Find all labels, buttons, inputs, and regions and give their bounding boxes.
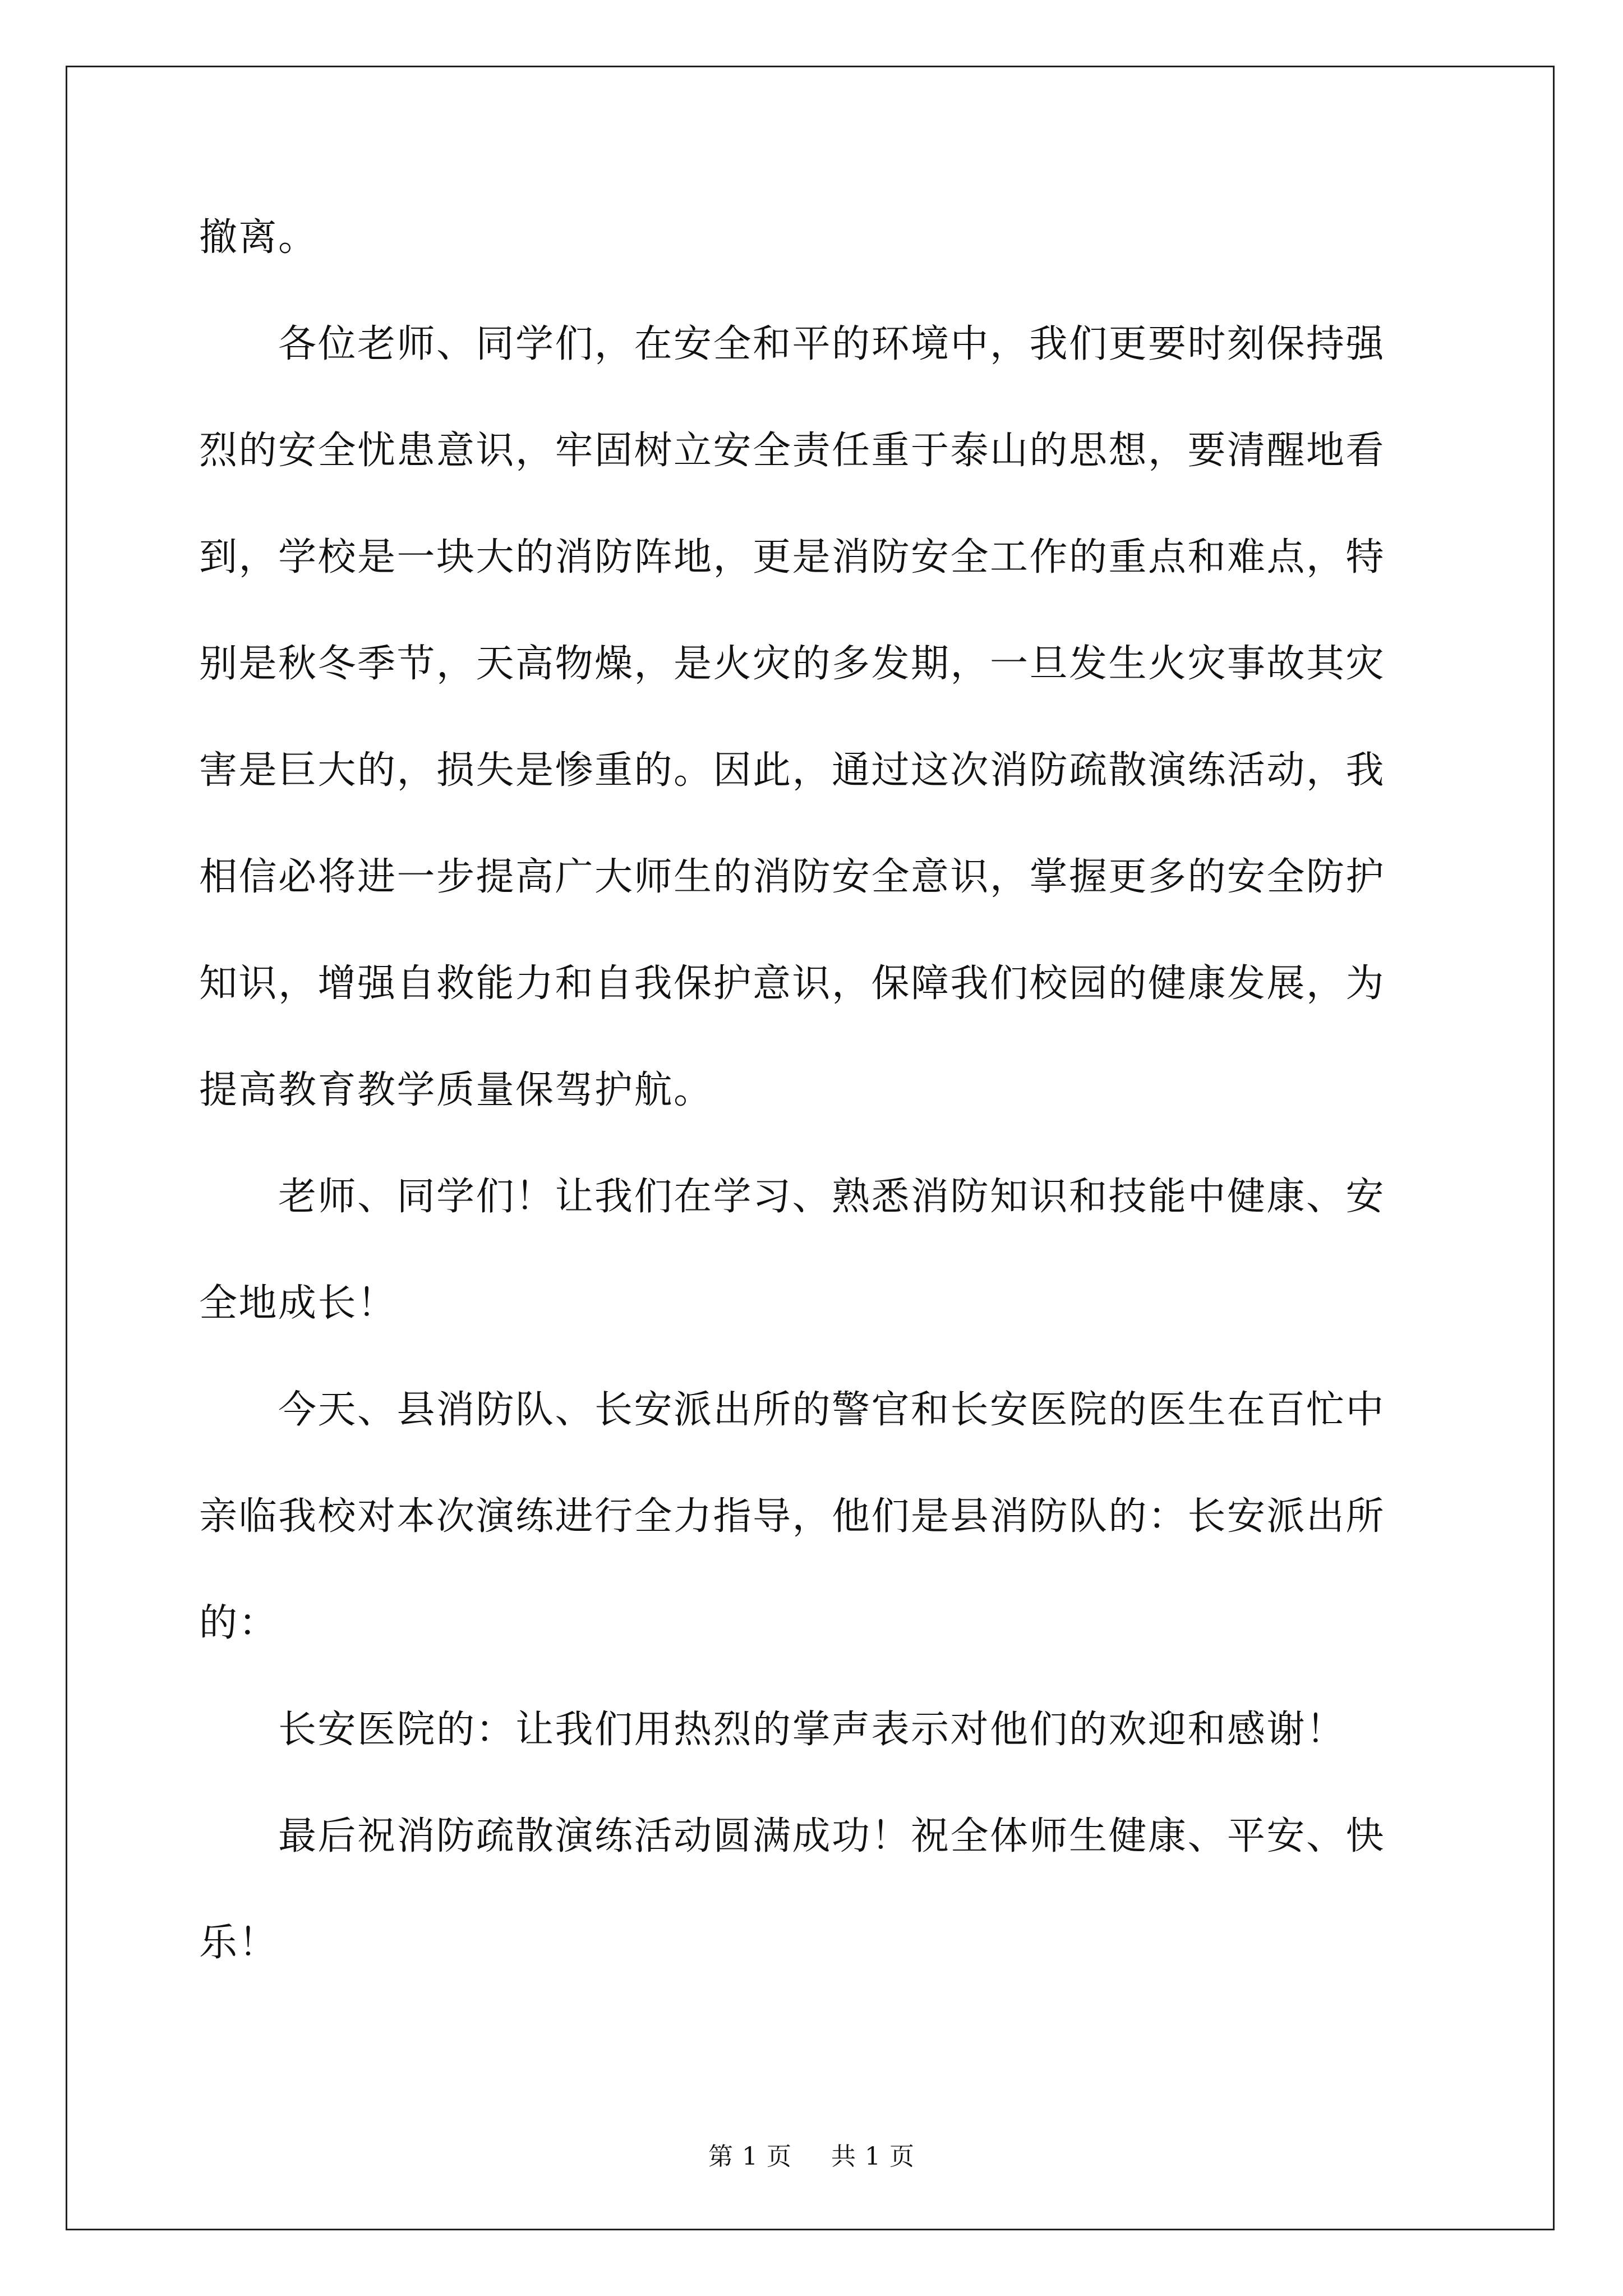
text-line: 各位老师、同学们，在安全和平的环境中，我们更要时刻保持强 [199, 322, 1386, 366]
text-line: 烈的安全忧患意识，牢固树立安全责任重于泰山的思想，要清醒地看 [199, 429, 1386, 473]
text-line: 乐！ [199, 1921, 279, 1965]
page-border [66, 66, 1555, 2230]
text-line: 知识，增强自救能力和自我保护意识，保障我们校园的健康发展，为 [199, 961, 1386, 1006]
text-line: 撤离。 [199, 215, 318, 260]
text-line: 亲临我校对本次演练进行全力指导，他们是县消防队的：长安派出所 [199, 1494, 1386, 1539]
page-number: 第 1 页 [708, 2142, 792, 2171]
text-line: 到，学校是一块大的消防阵地，更是消防安全工作的重点和难点，特 [199, 535, 1386, 579]
page-total: 共 1 页 [831, 2142, 915, 2171]
text-line: 全地成长！ [199, 1281, 397, 1326]
text-line: 今天、县消防队、长安派出所的警官和长安医院的医生在百忙中 [199, 1388, 1386, 1432]
text-line: 最后祝消防疏散演练活动圆满成功！祝全体师生健康、平安、快 [199, 1814, 1386, 1858]
page-footer [0, 2136, 1623, 2172]
text-line: 害是巨大的，损失是惨重的。因此，通过这次消防疏散演练活动，我 [199, 748, 1386, 793]
text-line: 长安医院的：让我们用热烈的掌声表示对他们的欢迎和感谢！ [199, 1708, 1346, 1752]
text-line: 老师、同学们！让我们在学习、熟悉消防知识和技能中健康、安 [199, 1175, 1386, 1219]
text-line: 相信必将进一步提高广大师生的消防安全意识，掌握更多的安全防护 [199, 855, 1386, 899]
text-line: 提高教育教学质量保驾护航。 [199, 1068, 713, 1112]
text-line: 的： [199, 1601, 279, 1645]
text-line: 别是秋冬季节，天高物燥，是火灾的多发期，一旦发生火灾事故其灾 [199, 642, 1386, 686]
